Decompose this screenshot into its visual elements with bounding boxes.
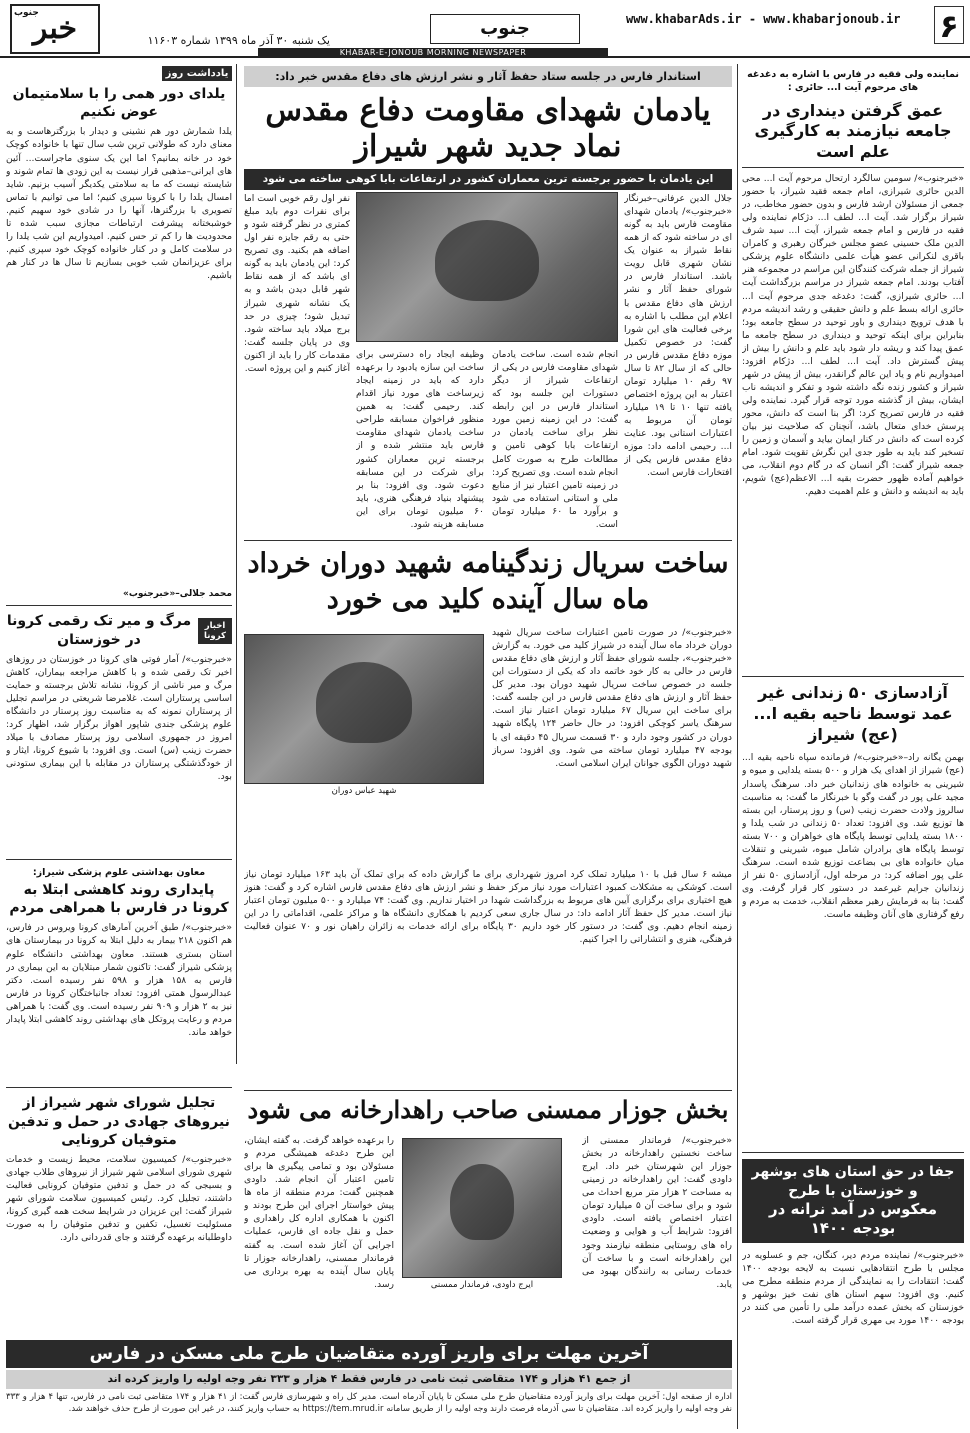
issue-dateline: یک شنبه ۳۰ آذر ماه ۱۳۹۹ شماره ۱۱۶۰۳	[147, 34, 330, 47]
divider	[742, 167, 964, 168]
masthead-subtitle: جنوب	[14, 8, 39, 18]
center-top-col4: نفر اول رقم خوبی است اما برای نفرات دوم باید مبلغ کمتری در نظر گرفته شود و حتی به رقم جایزه نفر اول اضافه هم بکنید. وی تصریح کرد: این یادمان باید به گونه ای باشد که از همه نقاط شهر قابل دیدن باشد و به یک نشانه شهری شیراز تبدیل شود؛ چیزی در حد برج میلاد باید ساخته شود. وی در پایان جلسه گفت: مقدمات کار را باید از اکنون آغاز کنیم و این پروژه است.	[244, 193, 350, 374]
right-article3-headline: معکوس در آمد نرانه در بودجه ۱۴۰۰	[768, 1199, 938, 1238]
center-top-subhead: این یادمان با حضور برجسته ترین معماران کشور در ارتفاعات بابا کوهی ساخته می شود	[244, 169, 732, 190]
center-top-headline: یادمان شهدای مقاومت دفاع مقدس نماد جدید شهر شیراز	[265, 93, 711, 165]
portrait-caption: شهید عباس دوران	[331, 786, 397, 796]
right-article2-headline: آزادسازی ۵۰ زندانی غیر عمد توسط ناحیه بقیه ا... (عج) شیراز	[753, 682, 953, 744]
center-top-col2: انجام شده است. ساخت یادمان شهدای مقاومت فارس در یکی از ارتفاعات شیراز از دیگر دستورات این جلسه بود که استاندار فارس در این رابطه گفت: در این زمینه زمین مورد نظر برای ساخت یادمان در ارتفاعات بابا کوهی تامین و مطالعات طرح به صورت کامل انجام شده است. وی تصریح کرد: در زمینه تامین اعتبار نیز از منابع ملی و استانی استفاده می شود و برآورد ما ۶۰ میلیارد تومان است.	[492, 349, 618, 530]
center-low-col2: را برعهده خواهد گرفت. به گفته ایشان، این طرح دغدغه همیشگی مردم و مسئولان بود و تمامی پیگیری ها برای تامین اعتبار آن انجام شد. داودی همچنین گفت: مردم منطقه از ماه ها پیش خواستار اجرای این طرح بودند و اکنون با همکاری اداره کل راهداری و حمل و نقل جاده ای فارس، عملیات اجرایی آن آغاز شده است. به گفته فرماندار ممسنی، راهدارخانه جوزار تا پایان سال آینده به بهره برداری می رسد.	[244, 1135, 394, 1290]
masthead-logo	[10, 4, 100, 54]
bottom-banner-body: اداره از صفحه اول: آخرین مهلت برای واریز آورده متقاضیان طرح ملی مسکن تا پایان آذرماه است. مدیر کل راه و شهرسازی فارس گفت: از ۴۱ هزار و ۱۷۴ متقاضی ثبت نامی در فارس، تنها ۴ هزار و ۳۳۳ نفر وجه اولیه را واریز کرده اند. متقاضیان تا سی آذرماه فرصت دارند وجه اولیه را از طریق سامانه https://tem.mrud.ir به حساب واریز کنند، در غیر این صورت از طرح حذف خواهند شد.	[6, 1391, 732, 1414]
divider	[742, 1152, 964, 1153]
center-top-article	[244, 66, 732, 530]
governor-caption: ایرج داودی، فرماندار ممسنی	[430, 1280, 534, 1290]
left-article3-kicker: معاون بهداشتی علوم پزشکی شیراز:	[32, 866, 206, 878]
divider	[6, 859, 232, 860]
bottom-banner-article	[6, 1340, 732, 1419]
divider	[6, 1087, 232, 1088]
masthead-title: خبر	[32, 11, 78, 46]
column-rule-left	[236, 64, 237, 1064]
divider	[742, 676, 964, 677]
right-article-body: «خبرجنوب»/ سومین سالگرد ارتحال مرحوم آیت ا... محی الدین حائری شیرازی، امام جمعه فقید شیراز، با حضور جمعی از مسئولان ارشد فارس و بدون حضور مخاطب، در شیراز برگزار شد. آیت ا... لطف ا... دژکام نماینده ولی فقیه در فارس و امام جمعه شیراز، آیت ا... سید شرف الدین ملک حسینی عضو مجلس خبرگان رهبری و کامران باقری لنکرانی عضو هیأت علمی دانشگاه علوم پزشکی شیراز از جمله شرکت کنندگان این مراسم در مجموعه هنر آفتاب بودند. امام جمعه شیراز در مراسم بزرگداشت آیت ا... حائری شیرازی، گفت: دغدغه جدی مرحوم آیت ا... حائری ارائه بسط علم و دانش حقیقی و رشد اندیشه مردم با هدف ترویج دینداری و باور توحید در سطح جامعه بود؛ بنابراین برای اینکه توحید و دینداری در سطح جامعه ما عمق پیدا کند و ریشه دار شود باید علم و دانش را بیش از پیش گسترش داد. آیت ا... لطف ا... دژکام افزود: امیدواریم نام و یاد این عالم گرانقدر، بیش از پیش در شهر شیراز و کشور زنده نگه داشته شود و تفکر و اندیشه ناب ایشان، بیش از گذشته مورد توجه قرار گیرد. نماینده ولی فقیه در فارس تصریح کرد: اگر بنا است که دانش، محور پرسش خدای متعال باشد، آنچنان که صلاحیت نیز بیان کرده است که دانش در کنار ایمان بیاید و آسمان و زمین را تسخیر کند باید به طور جدی این نگرش تقویت شود. امام جمعه شیراز گفت: اگر انسان که در گام دوم انقلاب، می خواهیم آماده ظهور حضرت بقیه ا... الاعظم(عج) شویم، باید به اندیشه و دانش و علم اهمیت دهیم.	[742, 172, 964, 498]
right-column	[742, 68, 964, 1433]
divider	[6, 605, 232, 606]
left-article3-body: «خبرجنوب»/ طبق آخرین آمارهای کرونا ویروس در فارس، هم اکنون ۲۱۸ بیمار به دلیل ابتلا به کرونا در بیمارستان های استان بستری هستند. معاون بهداشتی دانشگاه علوم پزشکی شیراز گفت: تاکنون شمار مبتلایان به این بیماری در فارس به ۱۵۸ هزار و ۵۹۸ نفر رسیده است. دکتر عبدالرسول همتی افزود: تعداد جانباختگان کرونا در فارس نیز به ۲ هزار و ۹۰۹ نفر رسیده است. وی گفت: با همراهی مردم و رعایت پروتکل های بهداشتی روند کاهشی ابتلا پایدار خواهد ماند.	[6, 922, 232, 1038]
corona-news-tag: اخبار کرونا	[198, 618, 232, 644]
left-article4-body: «خبرجنوب»/ کمیسیون سلامت، محیط زیست و خدمات شهری شورای اسلامی شهر شیراز از نیروهای طلاب جهادی و بسیجی که در حمل و تدفین متوفیان کرونایی فعالیت داشتند، تجلیل کرد. رئیس کمیسیون سلامت شورای شهر شیراز گفت: این عزیزان در شرایط سخت همه گیری کرونا، مسئولیت تغسیل، تکفین و تدفین متوفیان را به صورت داوطلبانه برعهده گرفتند و جای قدردانی دارد.	[6, 1153, 232, 1244]
center-top-kicker: استاندار فارس در جلسه ستاد حفظ آثار و نشر ارزش های دفاع مقدس خبر داد:	[244, 66, 732, 87]
right-article3-kicker: جفا در حق استان های بوشهر و خوزستان با طرح	[751, 1164, 955, 1199]
right-article-intro: نماینده ولی فقیه در فارس با اشاره به دغدغه های مرحوم آیت ا... حائری :	[747, 69, 959, 94]
center-low-article	[244, 1095, 732, 1290]
center-mid-article	[244, 546, 732, 946]
governor-photo	[402, 1138, 562, 1278]
column-rule-right	[737, 64, 738, 1429]
left-note-author: محمد جلالی–«خبرجنوب»	[123, 589, 232, 600]
left-article3-headline: پایداری روند کاهشی ابتلا به کرونا در فارس با همراهی مردم	[9, 882, 229, 917]
divider	[244, 1090, 732, 1091]
center-mid-headline: ساخت سریال زندگینامه شهید دوران خرداد ماه سال آینده کلید می خورد	[247, 548, 729, 616]
center-mid-col1: «خبرجنوب»/ در صورت تامین اعتبارات ساخت سریال شهید دوران خرداد ماه سال آینده در شیراز کلید می خورد. به گزارش «خبرجنوب»، جلسه شورای حفظ آثار و ارزش های دفاع مقدس فارس در حالی به کار خود خاتمه داد که یکی از دستورات این جلسه در خصوص ساخت سریال شهید دوران بود. مدیر کل حفظ آثار و ارزش های دفاع مقدس فارس در این جلسه گفت: برای ساخت این سریال ۶۷ میلیارد تومان اعتبار نیاز است. سرهنگ یاسر کوچکی افزود: در حال حاضر ۱۲۴ پایگاه شهید دوران در کشور وجود دارد و ۳۰ قسمت سریال ۴۵ دقیقه ای با بودجه ۴۷ میلیارد تومان ساخته می شود. وی افزود: سرباز شهید دوران الگوی جوانان ایران اسلامی است.	[492, 627, 732, 769]
left-article2-headline: مرگ و میر تک رقمی کرونا در خوزستان	[6, 613, 192, 648]
right-article3-body: «خبرجنوب»/ نماینده مردم دیر، کنگان، جم و عسلویه در مجلس با طرح انتقادهایی نسبت به لایحه بودجه ۱۴۰۰ گفت: انتقادات را به نمایندگی از مردم منطقه مطرح می کنیم. وی افزود: سهم استان های نفت خیز بوشهر و خوزستان که بخش عمده درآمد ملی را تأمین می کنند در بودجه ۱۴۰۰ مورد بی مهری قرار گرفته است.	[742, 1249, 964, 1327]
bottom-banner-headline: آخرین مهلت برای واریز آورده متقاضیان طرح ملی مسکن در فارس	[6, 1340, 732, 1368]
center-top-col3: وظیفه ایجاد راه دسترسی برای ساخت این سازه یادبود را برعهده دارد که باید در زمینه ایجاد زیرساخت های مورد نیاز اقدام کند. رحیمی گفت: به همین منظور فراخوان مسابقه طراحی ساخت یادمان شهدای مقاومت فارس باید منتشر شده و از برجسته ترین معماران کشور برای شرکت در این مسابقه دعوت شود. وی افزود: بنا بر پیشنهاد بنیاد فرهنگی هنری، باید ۶۰ میلیون تومان برای این مسابقه هزینه شود.	[356, 349, 484, 530]
meeting-photo	[356, 192, 618, 342]
left-article4-headline: تجلیل شورای شهر شیراز از نیروهای جهادی در حمل و تدفین متوفیان کرونایی	[8, 1095, 230, 1148]
center-low-col1: «خبرجنوب»/ فرماندار ممسنی از ساخت نخستین راهدارخانه در بخش جوزار این شهرستان خبر داد. ایرج داودی گفت: این راهدارخانه در زمینی به مساحت ۲ هزار متر مربع احداث می شود و برای ساخت آن ۵ میلیارد تومان اعتبار اختصاص یافته است. داودی افزود: شرایط آب و هوایی و وضعیت راه های روستایی منطقه نیازمند وجود این راهدارخانه است و با ساخت آن خدمات رسانی به رانندگان بهبود می یابد.	[582, 1135, 732, 1290]
left-article2-body: «خبرجنوب»/ آمار فوتی های کرونا در خوزستان در روزهای اخیر تک رقمی شده و با کاهش مراجعه بیماران، کاهش مرگ و میر ناشی از کرونا، نشانه تلاش برجسته و حمایت اساسی پرستاران است. غلامرضا شریعتی در مراسم تجلیل از پرستاران نمونه که به مناسبت روز پرستار در دانشگاه علوم پزشکی جندی شاپور اهواز برگزار شد، اظهار کرد: امروز در جمهوری اسلامی روز پرستار مصادف با میلاد حضرت زینب (س) است. وی افزود: با شیوع کرونا، ایثار و از خودگذشتگی پرستاران در مقابله با این بیماری ستودنی بود.	[6, 653, 232, 783]
bottom-banner-subhead: از جمع ۴۱ هزار و ۱۷۴ متقاضی ثبت نامی در فارس فقط ۴ هزار و ۳۳۳ نفر وجه اولیه را واریز کرده اند	[6, 1370, 732, 1389]
center-mid-col2: میشه ۶ سال قبل با ۱۰ میلیارد تملک کرد امروز شهرداری برای ما گزارش داده که برای تملک آن باید ۱۶۳ میلیارد تومان نیاز است. کوشکی به مشکلات کمبود اعتبارات مورد نیاز مرکز حفظ و نشر ارزش های دفاع مقدس فارس اشاره کرد و گفت: هنوز هیچ اختیاری برای برگزاری آیین های مربوط به بزرگداشت شهدا در اختیار نداریم. وی گفت: ۷۴ میلیارد و ۵۰۰ میلیون تومان اعتبار نیاز است. مدیر کل حفظ آثار ادامه داد: در سال جاری سعی کردیم با همکاری دانشگاه ها و مراکز علمی، اقداماتی را در این زمینه انجام دهیم. وی گفت: در دستور کار خود داریم ۳۰ پایگاه برای ارائه خدمات به زائران راهیان نور و ۷۰ عنوان فعالیت فرهنگی، هنری و انتشاراتی را اجرا کنیم.	[244, 869, 732, 946]
center-top-col1: جلال الدین عرفانی–خبرنگار «خبرجنوب»/ یادمان شهدای مقاومت فارس باید به گونه ای در ساخته شود که از همه نقاط شیراز به عنوان یک نشان شهری قابل رویت باشد. استاندار فارس در شورای حفظ آثار و نشر ارزش های دفاع مقدس با اعلام این مطلب با اشاره به برخی فعالیت های این شورا گفت: در خصوص تکمیل موزه دفاع مقدس فارس در حالی که از سال ۸۲ تا سال ۹۷ رقم ۱۰ میلیارد تومان اعتبار به این پروژه اختصاص یافته تنها ۱۰ تا ۱۹ میلیارد تومان آن مربوط به اعتبارات استانی بود. عنایت ا... رحیمی ادامه داد: موزه دفاع مقدس فارس یکی از افتخارات فارس است.	[624, 193, 732, 479]
left-note-body: یلدا شمارش دور هم نشینی و دیدار با بزرگترهاست و به معنای دارد که طولانی ترین شب سال تنها با خانواده کوچک خود در خانه بمانیم؟ اما این یک سنوی ماجراست... آئین های ایرانی–مذهبی قرار نیست به این زودی ها تمام شوند و شایسته نیست که ما به سلامتی یکدیگر آسیب بزنیم. شاید امسال یلدا را با کرونا سپری کنیم؛ اما می توانیم با تماس تصویری با بزرگترها، آنها را در شادی خود سهیم کنیم. خوشبختانه پیشرفت ارتباطات مجازی سبب شده تا محدودیت ها را کم تر حس کنیم. امیدواریم این شب یلدا را در سلامت کامل و در کنار خانواده کوچک خود سپری کنیم. برای عزیزانمان شب خوبی بسازیم تا سال ها در کنار هم باشیم.	[6, 126, 232, 282]
divider	[244, 540, 732, 541]
page-header	[0, 0, 970, 58]
paper-english-name: KHABAR-E-JONOUB MORNING NEWSPAPER	[258, 48, 608, 57]
website-urls[interactable]: www.khabarAds.ir - www.khabarjonoub.ir	[626, 12, 901, 26]
right-article2-body: بهمن یگانه راد–«خبرجنوب»/ فرمانده سپاه ناحیه بقیه ا... (عج) شیراز از اهدای یک هزار و ۵۰۰ بسته یلدایی و میوه و شیرینی به خانواده های زندانیان خبر داد. سرهنگ پاسدار مجید علی پور در گفت وگو با خبرنگار ما گفت: به مناسبت سالروز ولادت حضرت زینب (س) و روز پرستار، این بسته ها توزیع شد. وی افزود: تعداد ۵۰ زندانی در شب یلدا و ۱۸۰۰ بسته یلدایی توسط پایگاه های خواهران و ۷۰۰ بسته توسط پایگاه های برادران شامل میوه، شیرینی و تنقلات میان خانواده های بی بضاعت توزیع شده است. سرهنگ علی پور اضافه کرد: در مرحله اول، آزادسازی ۵۰ نفر از زندانیان جرایم غیرعمد در دستور کار قرار گرفت. وی گفت: بنا به فرمایش رهبر معظم انقلاب، خدمت به مردم و رفع گرفتاری های آنان وظیفه ماست.	[742, 752, 964, 921]
right-article-headline: عمق گرفتن دینداری در جامعه نیازمند به کارگیری علم است	[754, 100, 952, 162]
left-note-tag: یادداشت روز	[162, 66, 232, 81]
center-low-headline: بخش جوزار ممسنی صاحب راهدارخانه می شود	[247, 1095, 729, 1124]
left-column	[6, 66, 232, 1253]
page-number: ۶	[934, 6, 964, 44]
section-title: جنوب	[430, 14, 580, 44]
left-note-headline: یلدای دور همی را با سلامتیمان عوض نکنیم	[12, 86, 226, 121]
martyr-portrait	[244, 634, 484, 784]
